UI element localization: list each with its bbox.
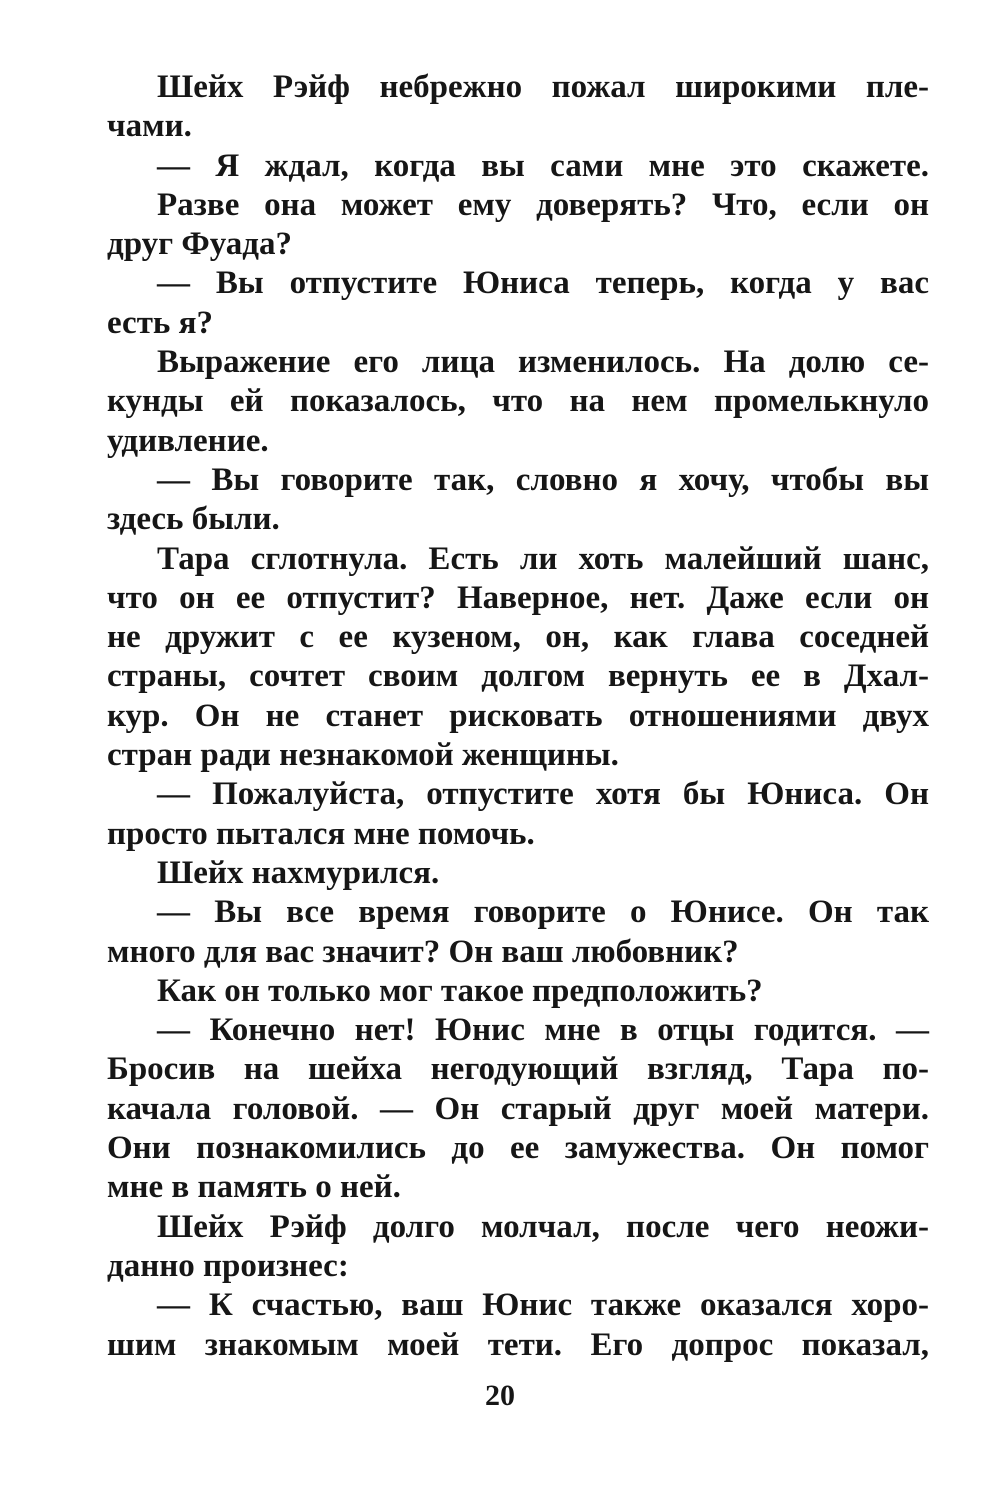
text-line: кунды ей показалось, что на нем промелькнуло	[107, 383, 929, 420]
text-line: Бросив на шейха негодующий взгляд, Тара по-	[107, 1051, 929, 1088]
text-line: здесь были.	[107, 501, 280, 538]
text-line: Они познакомились до ее замужества. Он помог	[107, 1130, 929, 1167]
text-line: данно произнес:	[107, 1247, 349, 1284]
text-line: — Конечно нет! Юнис мне в отцы годится. —	[157, 1012, 929, 1049]
page-number: 20	[485, 1379, 515, 1412]
text-line: Шейх Рэйф небрежно пожал широкими пле-	[157, 69, 929, 105]
text-line: — Пожалуйста, отпустите хотя бы Юниса. Он	[157, 776, 929, 813]
text-line: что он ее отпустит? Наверное, нет. Даже если он	[107, 579, 929, 616]
text-line: много для вас значит? Он ваш любовник?	[107, 933, 739, 970]
text-line: — К счастью, ваш Юнис также оказался хоро-	[157, 1287, 929, 1324]
text-line: — Вы говорите так, словно я хочу, чтобы вы	[157, 461, 929, 498]
text-line: — Вы все время говорите о Юнисе. Он так	[157, 894, 929, 931]
text-line: просто пытался мне помочь.	[107, 815, 535, 852]
text-line: — Я ждал, когда вы сами мне это скажете.	[157, 147, 929, 184]
text-line: чами.	[107, 108, 192, 145]
text-line: страны, сочтет своим долгом вернуть ее в Дхал-	[107, 658, 929, 695]
text-line: Тара сглотнула. Есть ли хоть малейший шанс,	[157, 540, 929, 577]
text-line: шим знакомым моей тети. Его допрос показал,	[107, 1326, 929, 1363]
text-line: Разве она может ему доверять? Что, если он	[157, 186, 929, 223]
text-line: мне в память о ней.	[107, 1169, 401, 1206]
text-line: есть я?	[107, 304, 213, 341]
text-line: Как он только мог такое предположить?	[157, 972, 763, 1009]
text-line: не дружит с ее кузеном, он, как глава соседней	[107, 619, 929, 656]
text-line: кур. Он не станет рисковать отношениями двух	[107, 697, 929, 734]
text-line: Шейх нахмурился.	[157, 854, 440, 891]
text-line: друг Фуада?	[107, 226, 292, 263]
body-text	[107, 68, 929, 1365]
text-line: удивление.	[107, 422, 269, 459]
text-line: — Вы отпустите Юниса теперь, когда у вас	[157, 265, 929, 302]
text-line: качала головой. — Он старый друг моей матери.	[107, 1090, 929, 1127]
text-line: Выражение его лица изменилось. На долю се-	[157, 344, 929, 381]
text-line: Шейх Рэйф долго молчал, после чего неожи-	[157, 1208, 929, 1245]
text-line: стран ради незнакомой женщины.	[107, 737, 619, 774]
